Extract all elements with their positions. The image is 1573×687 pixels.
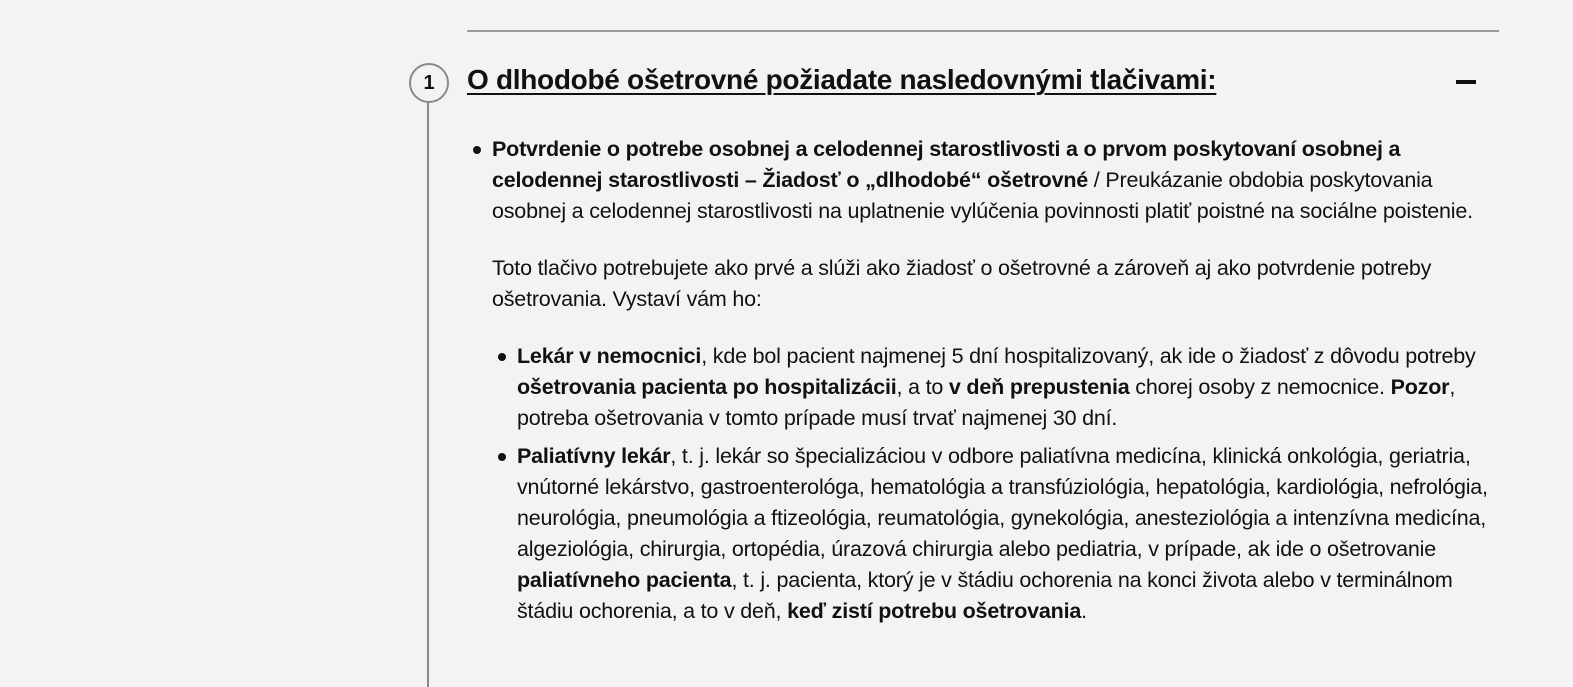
issuer-text: , potreba ošetrovania v tomto prípade musí trvať najmenej 30 dní. [517,375,1456,430]
step-timeline-line [427,102,429,687]
issuer-text: , t. j. pacienta, ktorý je v štádiu ochorenia na konci života alebo v terminálnom štádiu ochorenia, a to v deň, [517,568,1453,623]
issuer-list [492,341,1497,627]
issuer-list-item [517,441,1497,627]
minus-icon-bar [1456,80,1476,84]
issuer-text: . [1081,599,1087,623]
issuer-text-bold: Lekár v nemocnici [517,344,702,368]
accordion-title[interactable]: O dlhodobé ošetrovné požiadate nasledovnými tlačivami: [467,64,1217,95]
issuer-text-bold: v deň prepustenia [948,375,1130,399]
issuer-text-bold: paliatívneho pacienta [517,568,732,592]
accordion-content [467,134,1497,634]
step-number-badge [409,63,449,103]
issuer-text: , t. j. lekár so špecializáciou v odbore paliatívna medicína, klinická onkológia, geriatria, vnútorné lekárstvo, gastroenterológa, hematológia a transfúziológia, hepatológia, kardiológia, nefrológia, neurológia, pneumológia a ftizeológia, reumatológia, gynekológia, anesteziológia a intenzívna medicína, algeziológia, chirurgia, ortopédia, úrazová chirurgia alebo pediatria, v prípade, ak ide o ošetrovanie [517,444,1488,561]
issuer-text: , a to [896,375,949,399]
issuer-text-bold: Paliatívny lekár [517,444,671,468]
issuer-text-bold: ošetrovania pacienta po hospitalizácii [517,375,897,399]
issuer-text-bold: keď zistí potrebu ošetrovania [787,599,1082,623]
issuer-list-item [517,341,1497,434]
form-description: / Preukázanie obdobia poskytovania osobnej a celodennej starostlivosti na uplatnenie vylúčenia povinnosti platiť poistné na sociálne poistenie. [492,168,1473,223]
issuer-text: chorej osoby z nemocnice. [1129,375,1391,399]
step-number: 1 [423,71,435,94]
issuer-text: , kde bol pacient najmenej 5 dní hospitalizovaný, ak ide o žiadosť z dôvodu potreby [701,344,1476,368]
minus-icon[interactable] [1456,70,1478,94]
form-list-item [492,134,1497,627]
form-list [467,134,1497,627]
section-divider [467,30,1499,32]
form-name: Potvrdenie o potrebe osobnej a celodennej starostlivosti a o prvom poskytovaní osobnej a celodennej starostlivosti – Žiadosť o „dlhodobé“ ošetrovné [492,137,1401,192]
form-usage-paragraph: Toto tlačivo potrebujete ako prvé a slúži ako žiadosť o ošetrovné a zároveň aj ako potvrdenie potreby ošetrovania. Vystaví vám ho: [492,256,1432,311]
issuer-text-bold: Pozor [1390,375,1450,399]
